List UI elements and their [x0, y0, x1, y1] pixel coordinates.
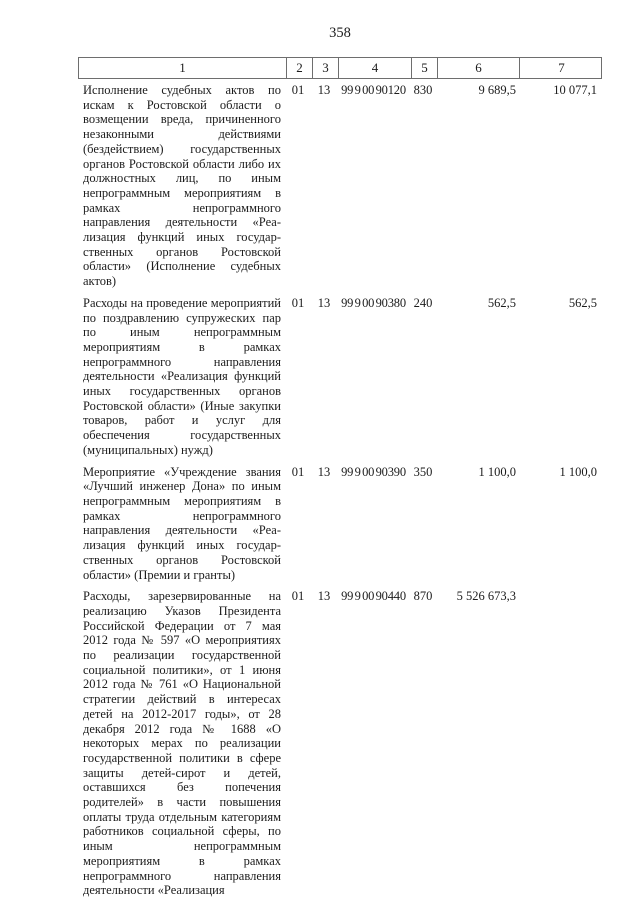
row-section-code: 01 [291, 589, 305, 604]
budget-table [78, 57, 602, 898]
column-header-1: 1 [179, 60, 186, 75]
row-amount-col7: 1 100,0 [559, 464, 597, 479]
row-section-code: 01 [291, 83, 305, 97]
row-title: Исполнение судебных актов по искам к Ростовской области о возмещении вреда, причиненного незаконными действиями (бездействием) государственных органов Ростовской области либо их должностных лиц, по иным непрограммным мероприятиям в рамках непрограммного направления деятельности «Реализация функций иных государственных органов Ростовской области» (Исполнение судебных актов) [83, 83, 281, 289]
row-section-code: 01 [291, 464, 305, 479]
row-section-code: 01 [291, 295, 305, 310]
table-header-row [78, 57, 602, 79]
row-title: Расходы на проведение мероприятий по поздравлению супружеских пар по иным непрограммным мероприятиям в рамках непрограммного направления деятельности «Реализация функций иных государственных органов Ростовской области» (Иные закупки товаров, работ и услуг для обеспечения государственных (муниципальных) нужд) [83, 295, 281, 457]
table-row [78, 465, 602, 583]
row-target-article-code: 99 9 00 90120 [341, 83, 406, 97]
row-expense-type-code: 240 [413, 295, 433, 310]
column-header-7: 7 [519, 58, 603, 78]
column-header-6: 6 [437, 58, 519, 78]
column-header-3: 3 [312, 58, 338, 78]
row-expense-type-code: 830 [413, 83, 433, 97]
row-amount-col7: 562,5 [568, 295, 597, 310]
table-row [78, 296, 602, 458]
table-body [78, 79, 602, 898]
row-amount-col6: 562,5 [487, 295, 516, 310]
row-subsection-code: 13 [317, 589, 331, 604]
document-page [78, 0, 602, 898]
row-target-article-code: 99 9 00 90440 [341, 589, 406, 604]
row-amount-col7: 10 077,1 [553, 83, 597, 97]
table-row [78, 83, 602, 289]
column-header-2: 2 [286, 58, 312, 78]
row-title: Расходы, зарезервированные на реализацию Указов Президента Российской Федерации от 7 мая 2012 года № 597 «О мероприятиях по реализации государственной социальной политики», от 1 июня 2012 года № 761 «О Национальной стратегии действий в интересах детей на 2012-2017 годы», от 28 декабря 2012 года № 1688 «О некоторых мерах по реализации государственной политики в сфере защиты детей-сирот и детей, оставшихся без попечения родителей» в части повышения оплаты труда отдельным категориям работников социальной сферы, по иным непрограммным мероприятиям в рамках непрограммного направления деятельности «Реализация [83, 589, 281, 898]
row-amount-col6: 5 526 673,3 [456, 589, 516, 604]
page-number: 358 [329, 25, 351, 41]
row-target-article-code: 99 9 00 90390 [341, 464, 406, 479]
row-expense-type-code: 350 [413, 464, 433, 479]
row-subsection-code: 13 [317, 464, 331, 479]
row-expense-type-code: 870 [413, 589, 433, 604]
row-subsection-code: 13 [317, 83, 331, 97]
row-subsection-code: 13 [317, 295, 331, 310]
column-header-5: 5 [411, 58, 437, 78]
row-target-article-code: 99 9 00 90380 [341, 295, 406, 310]
row-amount-col6: 9 689,5 [478, 83, 516, 97]
row-amount-col6: 1 100,0 [478, 464, 516, 479]
row-title: Мероприятие «Учреждение звания «Лучший инженер Дона» по иным непрограммным мероприятиям в рамках непрограммного направления деятельности «Реализация функций иных государственных органов Ростовской области» (Премии и гранты) [83, 464, 281, 582]
table-row [78, 589, 602, 898]
column-header-4: 4 [338, 58, 411, 78]
